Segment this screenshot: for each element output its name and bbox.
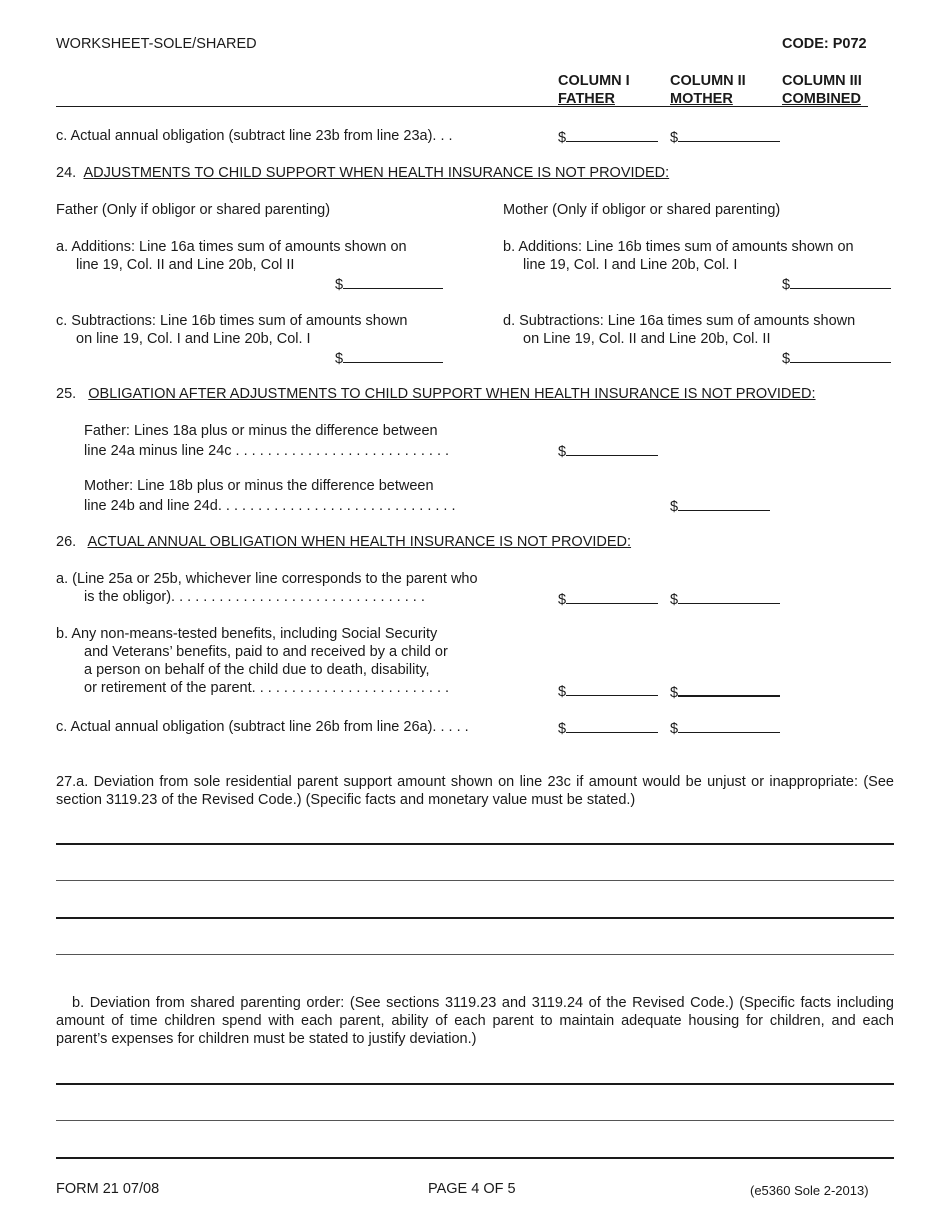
- line-26b-line4: or retirement of the parent. . . . . . . . . . . . . . . . . . . . . . . . .: [84, 680, 450, 696]
- line-26a-father-field[interactable]: [558, 589, 658, 609]
- worksheet-title: WORKSHEET-SOLE/SHARED: [56, 36, 257, 52]
- currency-symbol: $: [558, 684, 567, 700]
- line-26a-label: [56, 570, 478, 606]
- line-24a-label: [56, 238, 407, 274]
- line-26c-mother-field[interactable]: [670, 718, 780, 738]
- section-26-heading: [56, 533, 631, 551]
- section-24-number: 24.: [56, 165, 77, 181]
- line-26b-label: [56, 625, 449, 697]
- section-24-mother-header: Mother (Only if obligor or shared parenting): [503, 202, 781, 218]
- column-header-mother-line1: COLUMN II: [670, 73, 746, 89]
- currency-symbol: $: [558, 721, 567, 737]
- line-24a-field[interactable]: [335, 274, 443, 294]
- deviation-27a-line-2[interactable]: [56, 880, 894, 881]
- deviation-27b-line-2[interactable]: [56, 1120, 894, 1121]
- footer-page-number: PAGE 4 OF 5: [428, 1181, 516, 1197]
- line-25-father-field[interactable]: [558, 441, 658, 461]
- section-26-number: 26.: [56, 534, 77, 550]
- footer-reference: (e5360 Sole 2-2013): [750, 1183, 869, 1198]
- currency-symbol: $: [670, 592, 679, 608]
- section-24-father-header: Father (Only if obligor or shared parenting): [56, 202, 331, 218]
- currency-symbol: $: [782, 277, 791, 293]
- column-header-father-line1: COLUMN I: [558, 73, 630, 89]
- column-header-combined: [782, 72, 862, 108]
- line-24b-line2: line 19, Col. I and Line 20b, Col. I: [523, 257, 738, 273]
- line-26c-father-field[interactable]: [558, 718, 658, 738]
- footer-form-number: FORM 21 07/08: [56, 1181, 160, 1197]
- line-25-mother-label: [84, 477, 456, 515]
- deviation-27b-line-1[interactable]: [56, 1083, 894, 1085]
- column-header-combined-line2: COMBINED: [782, 91, 861, 107]
- line-26b-line3: a person on behalf of the child due to death, disability,: [84, 662, 430, 678]
- line-25-mother-line1: Mother: Line 18b plus or minus the difference between: [84, 478, 434, 494]
- line-23c-label: c. Actual annual obligation (subtract line 23b from line 23a). . .: [56, 128, 453, 144]
- currency-symbol: $: [558, 592, 567, 608]
- section-26-title: ACTUAL ANNUAL OBLIGATION WHEN HEALTH INSURANCE IS NOT PROVIDED:: [87, 534, 632, 550]
- section-27b-text: b. Deviation from shared parenting order: (See sections 3119.23 and 3119.24 of the Revised Code.) (Specific facts including amount of time children spend with each parent, ability of each parent to maintain adequate housing for children, and each parent’s expenses for children must be stated to justify deviation.): [56, 995, 894, 1047]
- line-25-father-line1: Father: Lines 18a plus or minus the difference between: [84, 423, 438, 439]
- line-24d-field[interactable]: [782, 348, 891, 368]
- line-24c-field[interactable]: [335, 348, 443, 368]
- line-25-mother-field[interactable]: [670, 496, 770, 516]
- line-24b-field[interactable]: [782, 274, 891, 294]
- currency-symbol: $: [670, 499, 679, 515]
- line-24d-line2: on Line 19, Col. II and Line 20b, Col. II: [523, 331, 771, 347]
- line-23c-mother-field[interactable]: [670, 127, 780, 147]
- column-header-mother: [670, 72, 746, 108]
- line-24a-line2: line 19, Col. II and Line 20b, Col II: [76, 257, 295, 273]
- deviation-27b-line-3[interactable]: [56, 1157, 894, 1159]
- line-26b-father-field[interactable]: [558, 681, 658, 701]
- line-26b-line1: b. Any non-means-tested benefits, including Social Security: [56, 626, 438, 642]
- line-26b-mother-field[interactable]: [670, 681, 780, 702]
- currency-symbol: $: [670, 685, 679, 701]
- line-24d-label: [503, 312, 855, 348]
- line-24c-label: [56, 312, 407, 348]
- deviation-27a-line-3[interactable]: [56, 917, 894, 919]
- line-26a-mother-field[interactable]: [670, 589, 780, 609]
- column-header-mother-line2: MOTHER: [670, 91, 733, 107]
- line-24c-line1: c. Subtractions: Line 16b times sum of amounts shown: [56, 313, 408, 329]
- currency-symbol: $: [782, 351, 791, 367]
- line-26b-line2: and Veterans’ benefits, paid to and received by a child or: [84, 644, 448, 660]
- currency-symbol: $: [335, 277, 344, 293]
- line-25-father-line2: line 24a minus line 24c . . . . . . . . . . . . . . . . . . . . . . . . . . .: [84, 443, 450, 459]
- currency-symbol: $: [558, 130, 567, 146]
- currency-symbol: $: [670, 721, 679, 737]
- form-code: CODE: P072: [782, 36, 867, 52]
- line-25-mother-line2: line 24b and line 24d. . . . . . . . . . . . . . . . . . . . . . . . . . . . . .: [84, 498, 456, 514]
- section-24-title: ADJUSTMENTS TO CHILD SUPPORT WHEN HEALTH INSURANCE IS NOT PROVIDED:: [83, 165, 670, 181]
- section-25-heading: [56, 385, 816, 403]
- line-26a-line1: a. (Line 25a or 25b, whichever line corresponds to the parent who: [56, 571, 478, 587]
- currency-symbol: $: [558, 444, 567, 460]
- line-26a-line2: is the obligor). . . . . . . . . . . . . . . . . . . . . . . . . . . . . . . .: [84, 589, 425, 605]
- line-23c-father-field[interactable]: [558, 127, 658, 147]
- line-24b-line1: b. Additions: Line 16b times sum of amounts shown on: [503, 239, 854, 255]
- header-divider: [56, 106, 868, 107]
- section-27a-text: 27.a. Deviation from sole residential parent support amount shown on line 23c if amount would be unjust or inappropriate: (See section 3119.23 of the Revised Code.) (Specific facts and monetary value must be stated.): [56, 774, 894, 808]
- section-25-title: OBLIGATION AFTER ADJUSTMENTS TO CHILD SUPPORT WHEN HEALTH INSURANCE IS NOT PROVIDED:: [88, 386, 816, 402]
- line-25-father-label: [84, 422, 449, 460]
- line-24d-line1: d. Subtractions: Line 16a times sum of amounts shown: [503, 313, 856, 329]
- currency-symbol: $: [335, 351, 344, 367]
- section-24-heading: [56, 164, 669, 182]
- line-24c-line2: on line 19, Col. I and Line 20b, Col. I: [76, 331, 311, 347]
- line-26c-label: c. Actual annual obligation (subtract line 26b from line 26a). . . . .: [56, 719, 469, 735]
- currency-symbol: $: [670, 130, 679, 146]
- line-24b-label: [503, 238, 854, 274]
- deviation-27a-line-4[interactable]: [56, 954, 894, 955]
- column-header-combined-line1: COLUMN III: [782, 73, 862, 89]
- line-24a-line1: a. Additions: Line 16a times sum of amounts shown on: [56, 239, 407, 255]
- deviation-27a-line-1[interactable]: [56, 843, 894, 845]
- section-25-number: 25.: [56, 386, 77, 402]
- column-header-father-line2: FATHER: [558, 91, 615, 107]
- column-header-father: [558, 72, 630, 108]
